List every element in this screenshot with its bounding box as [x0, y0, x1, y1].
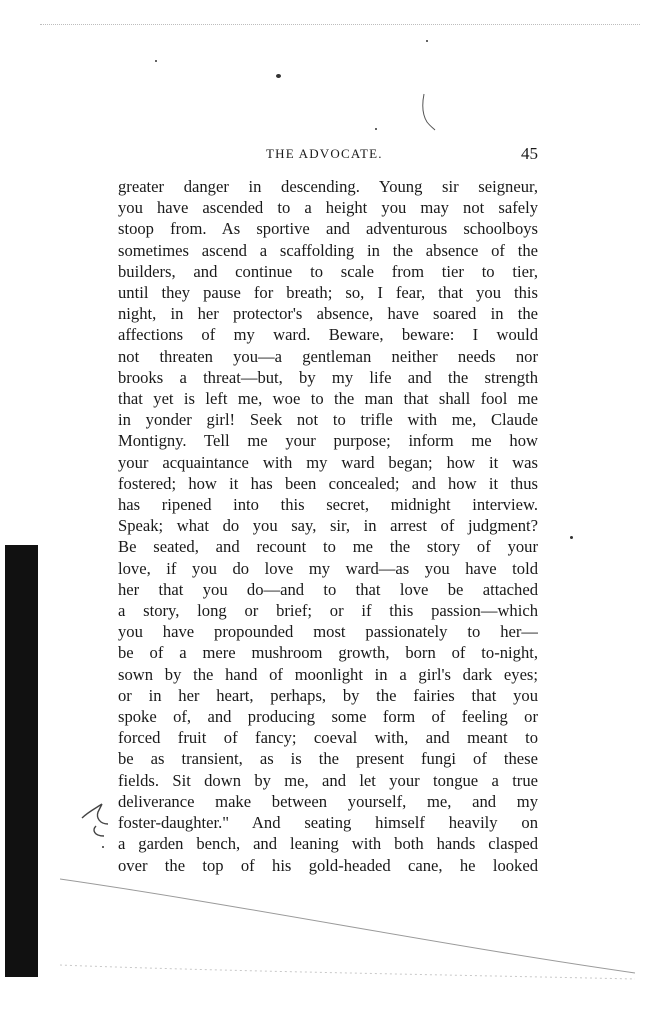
text-line: Montigny. Tell me your purpose; inform me how — [118, 431, 538, 451]
ink-speck — [276, 74, 281, 78]
ink-speck — [102, 846, 104, 848]
text-line: has ripened into this secret, midnight interview. — [118, 495, 538, 515]
text-line: night, in her protector's absence, have soared in the — [118, 304, 538, 324]
text-line: until they pause for breath; so, I fear, that you this — [118, 283, 538, 303]
text-line: foster-daughter." And seating himself heavily on — [118, 813, 538, 833]
text-line: you have ascended to a height you may not safely — [118, 198, 538, 218]
text-line: over the top of his gold-headed cane, he looked — [118, 855, 538, 875]
text-line: her that you do—and to that love be attached — [118, 579, 538, 599]
ink-speck — [155, 60, 157, 62]
pencil-mark-top — [418, 92, 438, 132]
text-line: affections of my ward. Beware, beware: I would — [118, 325, 538, 345]
text-line: not threaten you—a gentleman neither needs nor — [118, 346, 538, 366]
running-head — [118, 144, 538, 166]
ink-speck — [570, 536, 573, 539]
text-line: fostered; how it has been concealed; and how it thus — [118, 473, 538, 493]
text-line: your acquaintance with my ward began; how it was — [118, 452, 538, 472]
body-text — [118, 176, 538, 876]
binding-shadow — [5, 545, 38, 977]
text-line: a story, long or brief; or if this passion—which — [118, 601, 538, 621]
text-line: you have propounded most passionately to her— — [118, 622, 538, 642]
text-line: greater danger in descending. Young sir seigneur, — [118, 177, 538, 196]
text-line: deliverance make between yourself, me, and my — [118, 791, 538, 811]
text-line: be as transient, as is the present fungi of these — [118, 749, 538, 769]
text-line: love, if you do love my ward—as you have told — [118, 558, 538, 578]
page-edge-curve — [60, 875, 640, 985]
text-line: fields. Sit down by me, and let your tongue a true — [118, 770, 538, 790]
text-line: or in her heart, perhaps, by the fairies that you — [118, 685, 538, 705]
text-line: sometimes ascend a scaffolding in the absence of the — [118, 240, 538, 260]
text-line: a garden bench, and leaning with both hands clasped — [118, 834, 538, 854]
text-line: that yet is left me, woe to the man that shall fool me — [118, 389, 538, 409]
text-line: builders, and continue to scale from tier to tier, — [118, 261, 538, 281]
text-line: in yonder girl! Seek not to trifle with me, Claude — [118, 410, 538, 430]
text-line: brooks a threat—but, by my life and the strength — [118, 367, 538, 387]
text-line: sown by the hand of moonlight in a girl's dark eyes; — [118, 664, 538, 684]
text-line: stoop from. As sportive and adventurous schoolboys — [118, 219, 538, 239]
scan-top-edge — [40, 24, 640, 29]
running-title: THE ADVOCATE. — [266, 146, 383, 161]
pencil-annotation-margin — [78, 800, 118, 840]
text-line: Speak; what do you say, sir, in arrest of judgment? — [118, 516, 538, 536]
ink-speck — [375, 128, 377, 130]
text-line: Be seated, and recount to me the story of your — [118, 537, 538, 557]
ink-speck — [426, 40, 428, 42]
text-line: forced fruit of fancy; coeval with, and meant to — [118, 728, 538, 748]
text-line: be of a mere mushroom growth, born of to-night, — [118, 643, 538, 663]
page-number: 45 — [521, 144, 538, 163]
text-line: spoke of, and producing some form of feeling or — [118, 707, 538, 727]
